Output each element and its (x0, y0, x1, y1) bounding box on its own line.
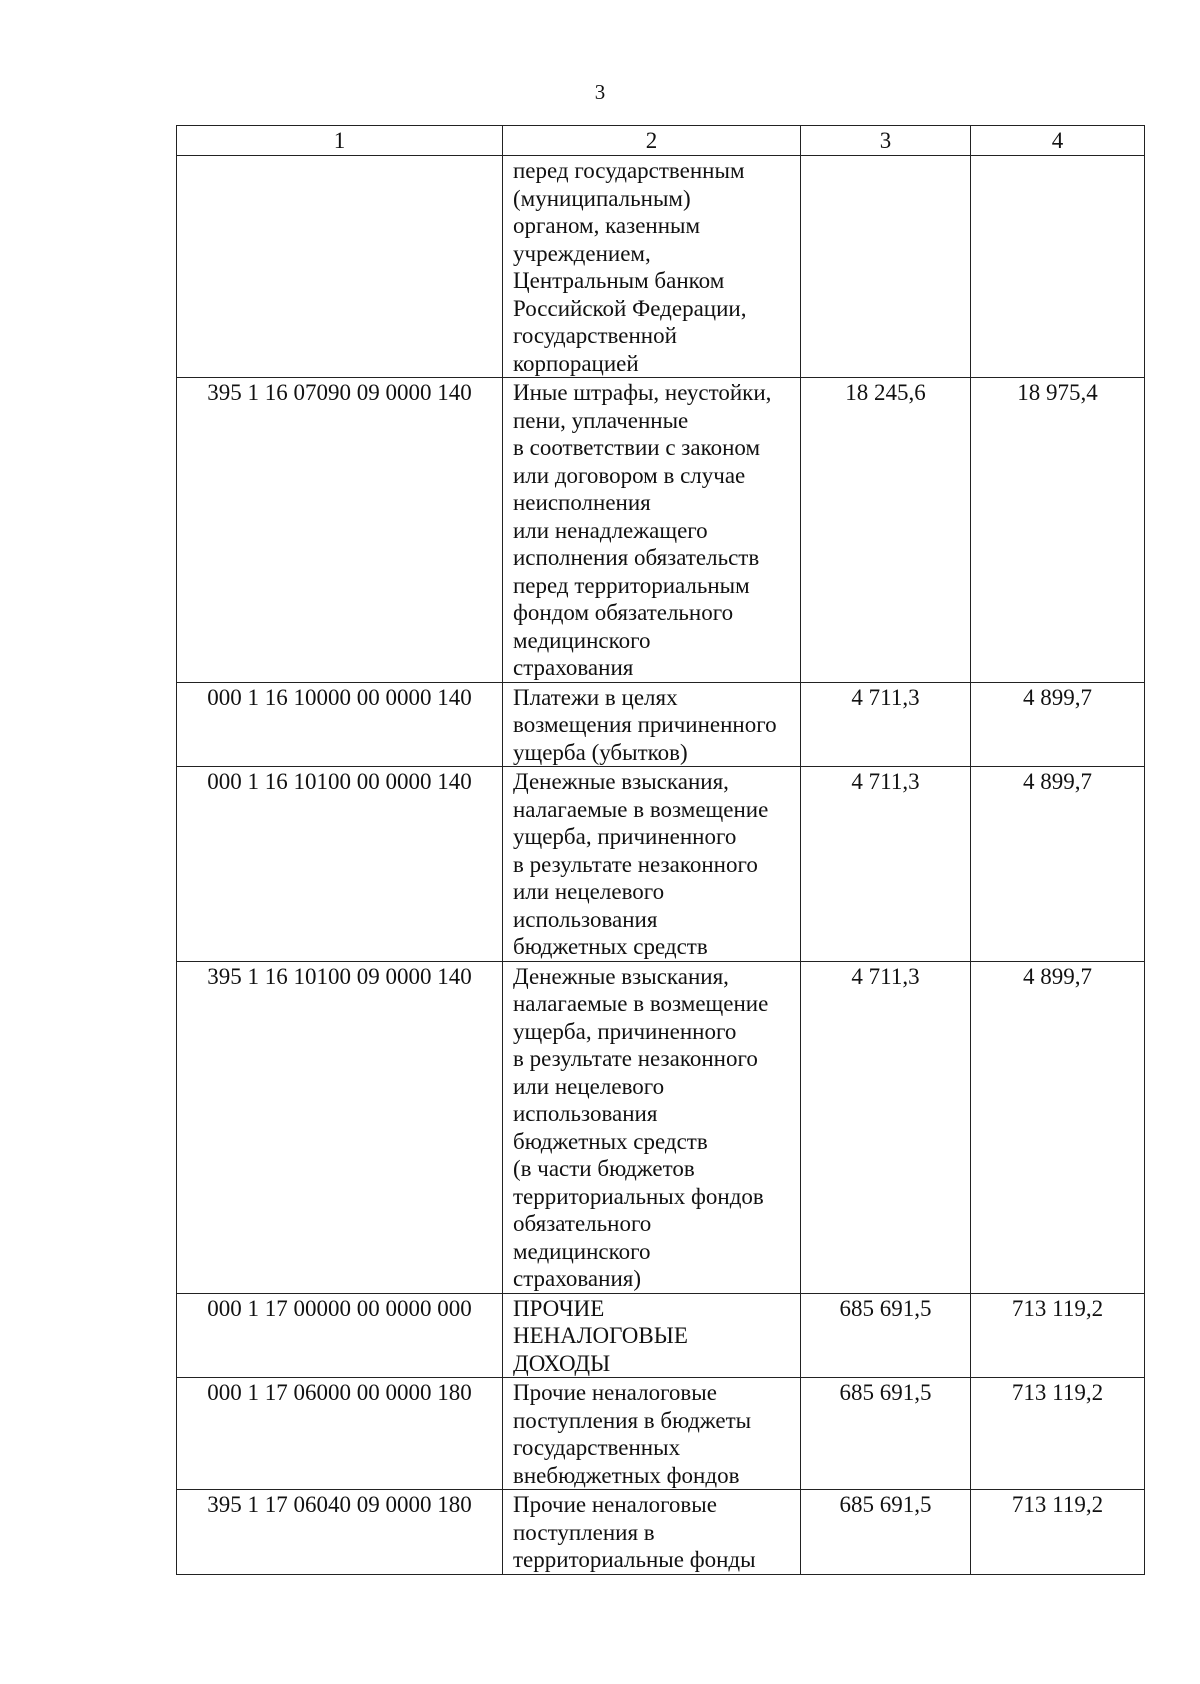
row-value-col4-cell: 4 899,7 (971, 767, 1145, 962)
row-code-cell: 000 1 16 10100 00 0000 140 (177, 767, 503, 962)
row-value-col3-cell: 685 691,5 (801, 1378, 971, 1490)
row-value-col3-cell: 4 711,3 (801, 767, 971, 962)
row-code-cell: 000 1 16 10000 00 0000 140 (177, 682, 503, 767)
row-description-cell: ПРОЧИЕ НЕНАЛОГОВЫЕ ДОХОДЫ (503, 1293, 801, 1378)
table-row (177, 1378, 1145, 1490)
table-row (177, 767, 1145, 962)
table-row (177, 961, 1145, 1293)
row-description-cell: Прочие неналоговые поступления в бюджеты государственных внебюджетных фондов (503, 1378, 801, 1490)
row-value-col4-cell (971, 156, 1145, 378)
revenue-table (176, 125, 1145, 1575)
row-value-col4-cell: 713 119,2 (971, 1293, 1145, 1378)
row-code-cell: 395 1 17 06040 09 0000 180 (177, 1490, 503, 1575)
header-col-3: 3 (801, 126, 971, 156)
row-value-col4-cell: 18 975,4 (971, 378, 1145, 683)
page-number: 3 (594, 80, 606, 104)
row-value-col3-cell: 685 691,5 (801, 1490, 971, 1575)
row-description-cell: Денежные взыскания, налагаемые в возмещение ущерба, причиненного в результате незаконного или нецелевого использования бюджетных средств (в части бюджетов территориальных фондов обязательного медицинского страхования) (503, 961, 801, 1293)
table-row (177, 378, 1145, 683)
row-code-cell: 395 1 16 07090 09 0000 140 (177, 378, 503, 683)
table-row (177, 1490, 1145, 1575)
table-row (177, 1293, 1145, 1378)
row-value-col4-cell: 713 119,2 (971, 1378, 1145, 1490)
row-description-cell: Денежные взыскания, налагаемые в возмещение ущерба, причиненного в результате незаконного или нецелевого использования бюджетных средств (503, 767, 801, 962)
table-body (177, 156, 1145, 1575)
table-row (177, 682, 1145, 767)
row-code-cell: 395 1 16 10100 09 0000 140 (177, 961, 503, 1293)
row-value-col4-cell: 713 119,2 (971, 1490, 1145, 1575)
row-code-cell (177, 156, 503, 378)
header-col-1: 1 (177, 126, 503, 156)
row-code-cell: 000 1 17 00000 00 0000 000 (177, 1293, 503, 1378)
row-value-col3-cell: 18 245,6 (801, 378, 971, 683)
row-value-col3-cell: 685 691,5 (801, 1293, 971, 1378)
row-description-cell: перед государственным (муниципальным) органом, казенным учреждением, Центральным банком Российской Федерации, государственной корпорацией (503, 156, 801, 378)
header-col-4: 4 (971, 126, 1145, 156)
row-value-col3-cell: 4 711,3 (801, 961, 971, 1293)
row-value-col4-cell: 4 899,7 (971, 682, 1145, 767)
table-row (177, 156, 1145, 378)
table-header-row (177, 126, 1145, 156)
row-code-cell: 000 1 17 06000 00 0000 180 (177, 1378, 503, 1490)
row-description-cell: Прочие неналоговые поступления в территориальные фонды (503, 1490, 801, 1575)
row-description-cell: Платежи в целях возмещения причиненного ущерба (убытков) (503, 682, 801, 767)
header-col-2: 2 (503, 126, 801, 156)
row-value-col4-cell: 4 899,7 (971, 961, 1145, 1293)
row-description-cell: Иные штрафы, неустойки, пени, уплаченные в соответствии с законом или договором в случае неисполнения или ненадлежащего исполнения обязательств перед территориальным фондом обязательного медицинского страхования (503, 378, 801, 683)
row-value-col3-cell: 4 711,3 (801, 682, 971, 767)
row-value-col3-cell (801, 156, 971, 378)
